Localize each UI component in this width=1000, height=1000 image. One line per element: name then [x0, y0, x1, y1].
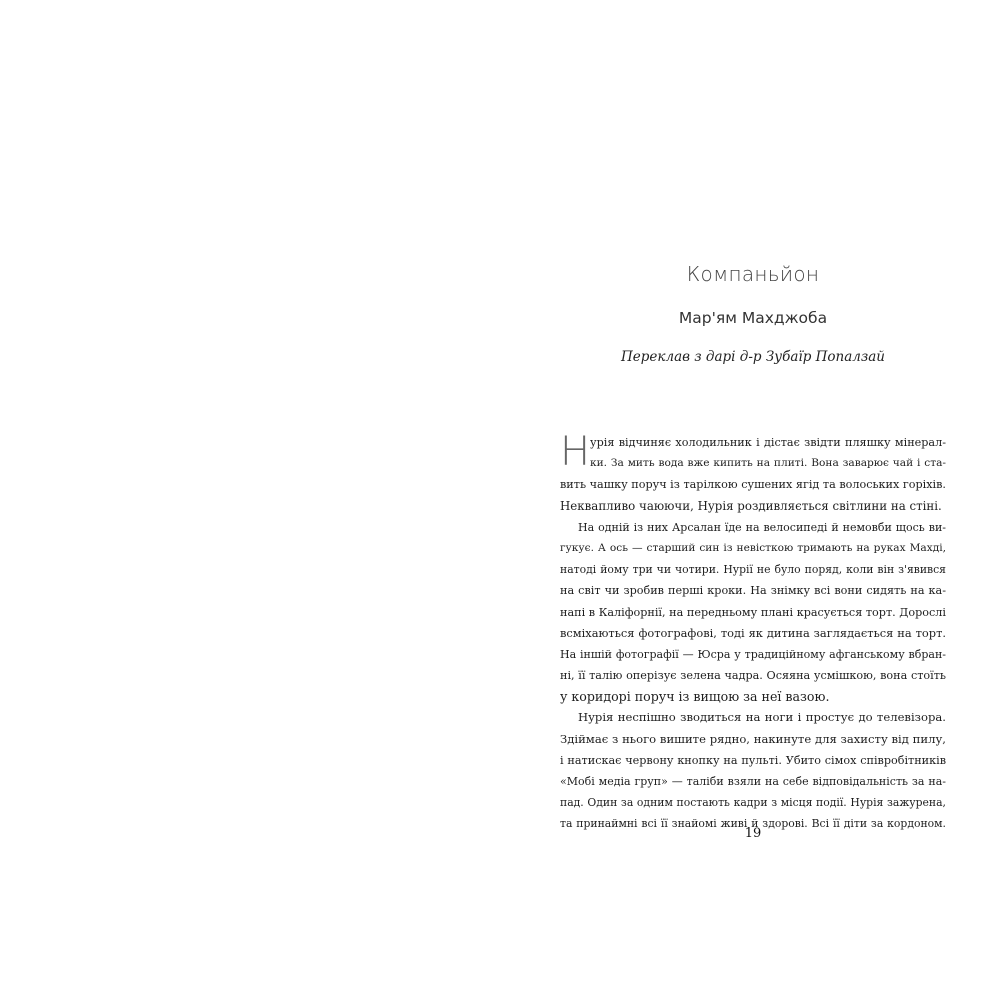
- text-line: Неквапливо чаюючи, Нурія роздивляється світлини на стіні.: [560, 498, 942, 513]
- text-line: і натискає червону кнопку на пульті. Убито сімох співробітників: [560, 753, 946, 767]
- translator-credit: Переклав з дарі д-р Зубаїр Попалзай: [621, 349, 885, 365]
- author-name: Мар'ям Махджоба: [678, 309, 828, 327]
- text-line: «Мобі медіа груп» — таліби взяли на себе відповідальність за на-: [560, 775, 946, 788]
- paragraph-1: [560, 429, 946, 517]
- chapter-title: Компаньйон: [686, 262, 820, 286]
- text-line: гукує. А ось — старший син із невісткою тримають на руках Махді,: [560, 541, 946, 554]
- text-line: натоді йому три чи чотири. Нурії не було поряд, коли він з'явився: [560, 563, 946, 577]
- body-text: [560, 429, 946, 835]
- drop-cap: Н: [560, 429, 591, 475]
- text-line: Нурія неспішно зводиться на ноги і простує до телевізора.: [578, 710, 946, 725]
- text-line: ні, її талію оперізує зелена чадра. Осяяна усмішкою, вона стоїть: [560, 669, 946, 683]
- paragraph-3: [560, 707, 946, 834]
- text-line: на світ чи зробив перші кроки. На знімку всі вони сидять на ка-: [560, 584, 946, 598]
- page-number: 19: [744, 826, 762, 841]
- text-line: Здіймає з нього вишите рядно, накинуте для захисту від пилу,: [560, 731, 946, 746]
- text-line: На одній із них Арсалан їде на велосипеді й немовби щось ви-: [578, 520, 946, 534]
- text-line: урія відчиняє холодильник і дістає звідти пляшку мінерал-: [590, 436, 946, 449]
- text-line: у коридорі поруч із вищою за неї вазою.: [560, 689, 830, 705]
- paragraph-2: [560, 517, 946, 708]
- text-line: пад. Один за одним постають кадри з місця події. Нурія зажурена,: [560, 796, 946, 810]
- text-line: та принаймні всі її знайомі живі й здорові. Всі її діти за кордоном.: [560, 817, 946, 831]
- text-line: напі в Каліфорнії, на передньому плані красується торт. Дорослі: [560, 605, 946, 619]
- text-line: вить чашку поруч із тарілкою сушених ягід та волоських горіхів.: [560, 478, 946, 492]
- text-line: ки. За мить вода вже кипить на плиті. Вона заварює чай і ста-: [590, 457, 946, 470]
- text-line: На іншій фотографії — Юсра у традиційному афганському вбран-: [560, 647, 946, 661]
- text-line: всміхаються фотографові, тоді як дитина заглядається на торт.: [560, 625, 946, 640]
